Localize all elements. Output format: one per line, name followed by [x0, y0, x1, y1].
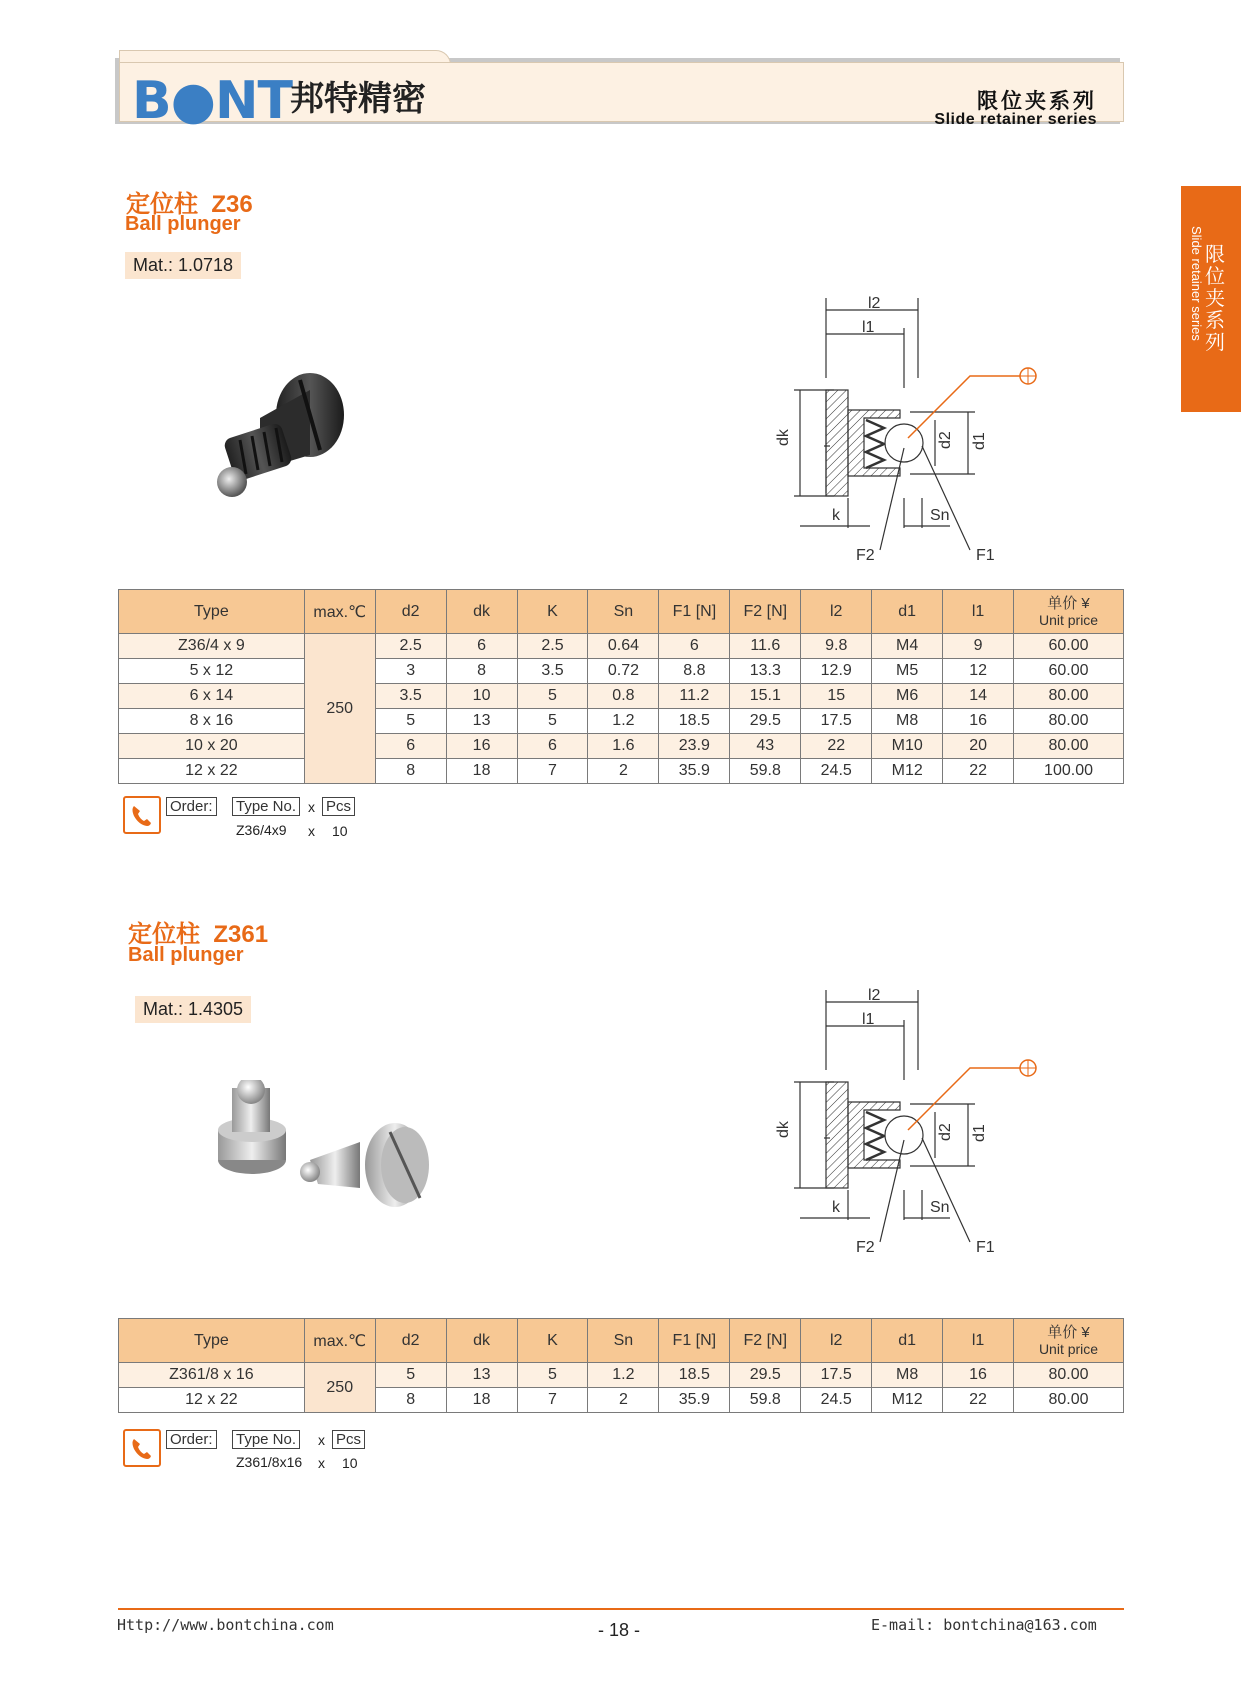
product-photo-z361	[210, 1080, 450, 1240]
z36-body	[217, 373, 344, 497]
cell-price: 80.00	[1014, 709, 1124, 734]
table-row	[119, 634, 1124, 659]
cell: 8	[375, 759, 446, 784]
footer-email	[871, 1616, 1097, 1634]
order-example-x: x	[318, 1455, 325, 1471]
cell: 18.5	[659, 709, 730, 734]
cell: 3	[375, 659, 446, 684]
cell: 15	[801, 684, 872, 709]
section-1-subtitle: Ball plunger	[125, 213, 241, 235]
dim-l1: l1	[862, 319, 875, 336]
order-label: Order:	[166, 797, 217, 816]
cell: M8	[872, 1363, 943, 1388]
cell-price: 80.00	[1014, 1363, 1124, 1388]
cell-price: 80.00	[1014, 684, 1124, 709]
cell: 8	[375, 1388, 446, 1413]
cell: 0.64	[588, 634, 659, 659]
cell: 5	[375, 1363, 446, 1388]
section-2-code: Z361	[213, 921, 269, 948]
cell: 22	[801, 734, 872, 759]
order-example-type: Z361/8x16	[236, 1454, 303, 1470]
cell: 5	[517, 709, 588, 734]
dim-d1: d1	[971, 432, 988, 450]
cell: 2.5	[375, 634, 446, 659]
cell: 2	[588, 1388, 659, 1413]
cell: 1.2	[588, 709, 659, 734]
col-d2: d2	[375, 590, 446, 634]
cell-type: 6 x 14	[119, 684, 305, 709]
cell: 18	[446, 1388, 517, 1413]
dim-f2: F2	[856, 1239, 875, 1256]
company-name-cn: 邦特精密	[290, 79, 426, 119]
cell-type: 12 x 22	[119, 1388, 305, 1413]
footer-email-label: E-mail:	[871, 1616, 935, 1634]
cell: 17.5	[801, 1363, 872, 1388]
side-tab-cn: 限位夹系列	[1205, 244, 1225, 354]
cell: 3.5	[375, 684, 446, 709]
dim-d2: d2	[937, 1123, 954, 1141]
dim-sn: Sn	[930, 1199, 950, 1216]
cell: M10	[872, 734, 943, 759]
cell: 59.8	[730, 759, 801, 784]
col-dk: dk	[446, 1319, 517, 1363]
order-example-qty: 10	[332, 823, 348, 839]
table-row	[119, 1388, 1124, 1413]
dim-d2: d2	[937, 431, 954, 449]
dim-l2: l2	[868, 987, 881, 1004]
dim-k: k	[832, 1199, 840, 1216]
cell-price: 60.00	[1014, 634, 1124, 659]
page-header	[115, 48, 1125, 131]
dim-l1: l1	[862, 1011, 875, 1028]
dim-dk: dk	[775, 429, 792, 446]
col-f1: F1 [N]	[659, 590, 730, 634]
cell-price: 60.00	[1014, 659, 1124, 684]
cell: 8.8	[659, 659, 730, 684]
footer-website[interactable]: Http://www.bontchina.com	[117, 1616, 334, 1634]
col-unit-price	[1014, 590, 1124, 634]
table-row	[119, 659, 1124, 684]
cell: 15.1	[730, 684, 801, 709]
footer-divider	[118, 1608, 1124, 1610]
cell: 17.5	[801, 709, 872, 734]
cell: 13	[446, 709, 517, 734]
section-2-title-cn: 定位柱	[128, 921, 200, 948]
section-1-material: Mat.: 1.0718	[125, 252, 241, 279]
col-l1: l1	[943, 590, 1014, 634]
cell: 11.6	[730, 634, 801, 659]
cell-price: 100.00	[1014, 759, 1124, 784]
col-l2: l2	[801, 590, 872, 634]
cell-max-temp: 250	[304, 1363, 375, 1413]
header-band	[119, 62, 1124, 131]
phone-icon	[123, 796, 161, 834]
table-row	[119, 1363, 1124, 1388]
cell: M6	[872, 684, 943, 709]
dim-l2: l2	[868, 295, 881, 312]
phone-icon	[123, 1429, 161, 1467]
footer-email-address[interactable]: bontchina@163.com	[943, 1616, 1097, 1634]
order-pcs: Pcs	[332, 1430, 365, 1449]
cell: 14	[943, 684, 1014, 709]
col-type: Type	[119, 1319, 305, 1363]
table-row	[119, 759, 1124, 784]
cell: 5	[517, 684, 588, 709]
cell: M12	[872, 1388, 943, 1413]
cell: 35.9	[659, 1388, 730, 1413]
cell: M12	[872, 759, 943, 784]
cell-price: 80.00	[1014, 734, 1124, 759]
col-f2: F2 [N]	[730, 1319, 801, 1363]
cell: 0.8	[588, 684, 659, 709]
cell: 12	[943, 659, 1014, 684]
z361-part-1	[218, 1080, 286, 1174]
cell: 22	[943, 759, 1014, 784]
cell: 8	[446, 659, 517, 684]
col-max-temp: max.℃	[304, 1319, 375, 1363]
cell: 16	[943, 1363, 1014, 1388]
col-l1: l1	[943, 1319, 1014, 1363]
table-header-row	[119, 590, 1124, 634]
cell: 7	[517, 759, 588, 784]
dim-f2: F2	[856, 547, 875, 564]
col-type: Type	[119, 590, 305, 634]
cell-type: Z361/8 x 16	[119, 1363, 305, 1388]
technical-drawing-z36	[770, 288, 1040, 568]
cell: 6	[659, 634, 730, 659]
side-tab	[1181, 186, 1241, 412]
table-row	[119, 709, 1124, 734]
cell: 43	[730, 734, 801, 759]
cell: 1.2	[588, 1363, 659, 1388]
cell: 12.9	[801, 659, 872, 684]
series-title-en: Slide retainer series	[934, 111, 1097, 128]
cell: 9	[943, 634, 1014, 659]
cell: 18.5	[659, 1363, 730, 1388]
col-f2: F2 [N]	[730, 590, 801, 634]
dim-k: k	[832, 507, 840, 524]
cell: 0.72	[588, 659, 659, 684]
cell: 1.6	[588, 734, 659, 759]
cell: 11.2	[659, 684, 730, 709]
table-row	[119, 684, 1124, 709]
cell: 9.8	[801, 634, 872, 659]
cell: 18	[446, 759, 517, 784]
spec-table-z361	[118, 1318, 1124, 1413]
col-f1: F1 [N]	[659, 1319, 730, 1363]
col-unit-price	[1014, 1319, 1124, 1363]
col-k: K	[517, 590, 588, 634]
col-dk: dk	[446, 590, 517, 634]
z361-part-2	[300, 1123, 429, 1207]
cell: 6	[375, 734, 446, 759]
cell: 24.5	[801, 759, 872, 784]
col-d1: d1	[872, 1319, 943, 1363]
col-d1: d1	[872, 590, 943, 634]
cell: 6	[517, 734, 588, 759]
col-price-cn: 单价 ¥	[1047, 1324, 1090, 1341]
cell: 2.5	[517, 634, 588, 659]
order-type-no: Type No.	[232, 797, 300, 816]
cell: M5	[872, 659, 943, 684]
company-logo: B●NT	[132, 71, 292, 131]
cell: 7	[517, 1388, 588, 1413]
dim-f1: F1	[976, 1239, 995, 1256]
cell: 3.5	[517, 659, 588, 684]
col-max-temp: max.℃	[304, 590, 375, 634]
order-x: x	[318, 1432, 325, 1448]
cell-type: 5 x 12	[119, 659, 305, 684]
cell: 13.3	[730, 659, 801, 684]
col-price-cn: 单价 ¥	[1047, 595, 1090, 612]
section-1-code: Z36	[211, 191, 253, 218]
cell: M8	[872, 709, 943, 734]
col-price-en: Unit price	[1038, 1341, 1099, 1357]
dim-d1: d1	[971, 1124, 988, 1142]
side-tab-en: Slide retainer series	[1189, 226, 1204, 341]
cell: 6	[446, 634, 517, 659]
dim-f1: F1	[976, 547, 995, 564]
cell-type: Z36/4 x 9	[119, 634, 305, 659]
cell: 13	[446, 1363, 517, 1388]
cell: 20	[943, 734, 1014, 759]
product-photo-z36	[210, 360, 370, 520]
order-type-no: Type No.	[232, 1430, 300, 1449]
col-l2: l2	[801, 1319, 872, 1363]
table-row	[119, 734, 1124, 759]
technical-drawing-z361	[770, 980, 1040, 1260]
section-2-subtitle: Ball plunger	[128, 944, 244, 966]
cell: 29.5	[730, 1363, 801, 1388]
col-price-en: Unit price	[1038, 612, 1099, 628]
page-number: - 18 -	[598, 1620, 641, 1640]
col-k: K	[517, 1319, 588, 1363]
cell: 2	[588, 759, 659, 784]
cell: 23.9	[659, 734, 730, 759]
spec-table-z36	[118, 589, 1124, 784]
cell: 59.8	[730, 1388, 801, 1413]
order-label: Order:	[166, 1430, 217, 1449]
cell: 24.5	[801, 1388, 872, 1413]
col-d2: d2	[375, 1319, 446, 1363]
col-sn: Sn	[588, 590, 659, 634]
cell: 16	[943, 709, 1014, 734]
order-pcs: Pcs	[322, 797, 355, 816]
cell-max-temp: 250	[304, 634, 375, 784]
section-1-title-cn: 定位柱	[126, 191, 198, 218]
order-example-type: Z36/4x9	[236, 822, 287, 838]
cell: 35.9	[659, 759, 730, 784]
cell: 22	[943, 1388, 1014, 1413]
cell-type: 8 x 16	[119, 709, 305, 734]
dim-sn: Sn	[930, 507, 950, 524]
cell: 5	[517, 1363, 588, 1388]
section-2-material: Mat.: 1.4305	[135, 996, 251, 1023]
table-header-row	[119, 1319, 1124, 1363]
cell: 16	[446, 734, 517, 759]
cell: 5	[375, 709, 446, 734]
order-example-x: x	[308, 823, 315, 839]
order-example-qty: 10	[342, 1455, 358, 1471]
cell: 29.5	[730, 709, 801, 734]
cell-type: 10 x 20	[119, 734, 305, 759]
series-title-cn: 限位夹系列	[977, 90, 1097, 113]
cell: M4	[872, 634, 943, 659]
cell-price: 80.00	[1014, 1388, 1124, 1413]
col-sn: Sn	[588, 1319, 659, 1363]
order-x: x	[308, 799, 315, 815]
cell: 10	[446, 684, 517, 709]
cell-type: 12 x 22	[119, 759, 305, 784]
dim-dk: dk	[775, 1121, 792, 1138]
